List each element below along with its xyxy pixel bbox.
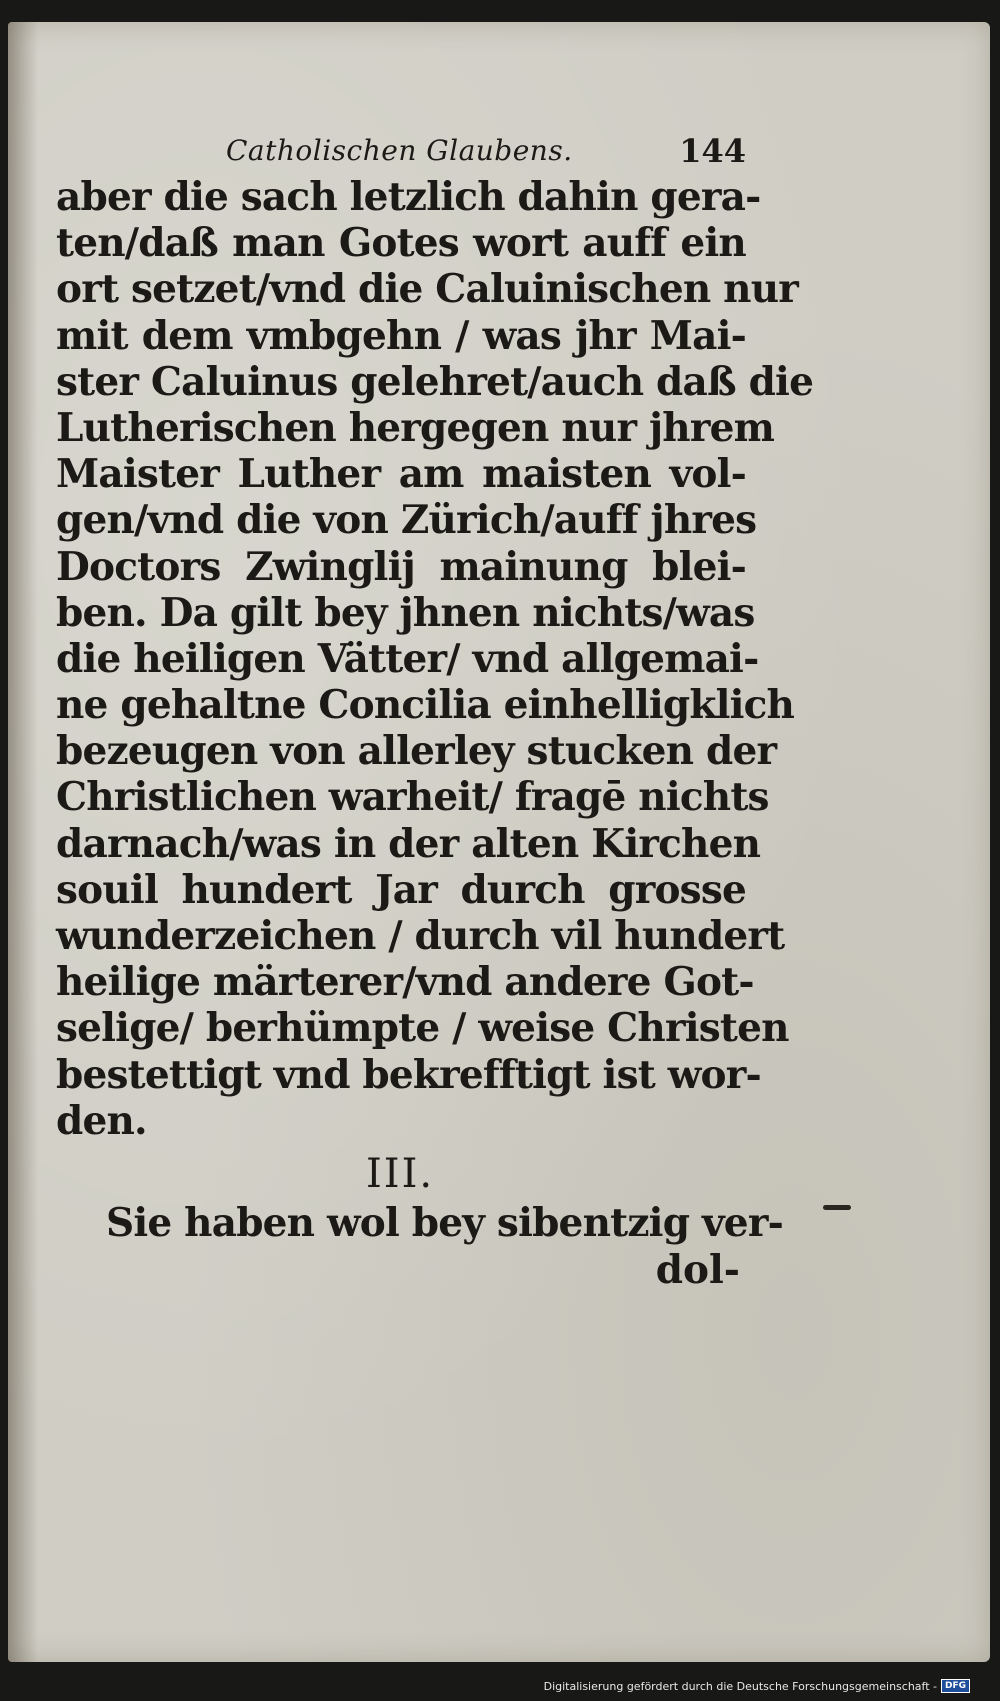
- text-line-6: Lutherischen hergegen nur jhrem: [56, 404, 775, 451]
- text-line-11: die heiligen Vätter/ vnd allgemai-: [56, 635, 759, 682]
- text-line-21: den.: [56, 1097, 147, 1144]
- text-line-5: ster Caluinus gelehret/auch daß die: [56, 358, 814, 405]
- text-line-19: selige/ berhümpte / weise Christen: [56, 1005, 789, 1052]
- body-text: [56, 174, 814, 1144]
- running-head: [56, 114, 746, 174]
- page-number: 144: [679, 132, 746, 170]
- running-head-title: Catholischen Glaubens.: [226, 134, 573, 167]
- text-line-1: aber die sach letzlich dahin gera-: [56, 174, 761, 220]
- text-line-2: ten/daß man Gotes wort auff ein: [56, 220, 746, 267]
- text-line-13: bezeugen von allerley stucken der: [56, 728, 777, 775]
- dfg-logo: DFG: [941, 1679, 970, 1693]
- margin-ink-mark: [823, 1205, 851, 1210]
- text-line-4: mit dem vmbgehn / was jhr Mai-: [56, 312, 746, 359]
- text-line-17: wunderzeichen / durch vil hundert: [56, 913, 785, 959]
- page-gutter-shadow: [8, 22, 38, 1662]
- text-line-16: souil hundert Jar durch grosse: [56, 866, 746, 913]
- text-line-7: Maister Luther am maisten vol-: [56, 451, 746, 498]
- text-line-9: Doctors Zwinglij mainung blei-: [56, 543, 746, 590]
- text-line-15: darnach/was in der alten Kirchen: [56, 820, 761, 867]
- section-number: III.: [366, 1150, 435, 1197]
- text-line-8: gen/vnd die von Zürich/auff jhres: [56, 497, 757, 544]
- text-line-14: Christlichen warheit/ fragē nichts: [56, 774, 769, 821]
- credit-text: Digitalisierung gefördert durch die Deutsche Forschungsgemeinschaft -: [543, 1679, 937, 1693]
- text-line-18: heilige märterer/vnd andere Got-: [56, 959, 754, 1006]
- catchword: dol-: [655, 1247, 740, 1294]
- text-block: [56, 114, 814, 1294]
- text-line-3: ort setzet/vnd die Caluinischen nur: [56, 266, 799, 313]
- text-line-10: ben. Da gilt bey jhnen nichts/was: [56, 589, 755, 636]
- section-first-line: Sie haben wol bey sibentzig ver-: [106, 1199, 783, 1246]
- book-page: [8, 22, 990, 1662]
- text-line-12: ne gehaltne Concilia einhelligklich: [56, 682, 795, 729]
- digitization-credit: [544, 1679, 970, 1693]
- text-line-20: bestettigt vnd bekrefftigt ist wor-: [56, 1051, 761, 1098]
